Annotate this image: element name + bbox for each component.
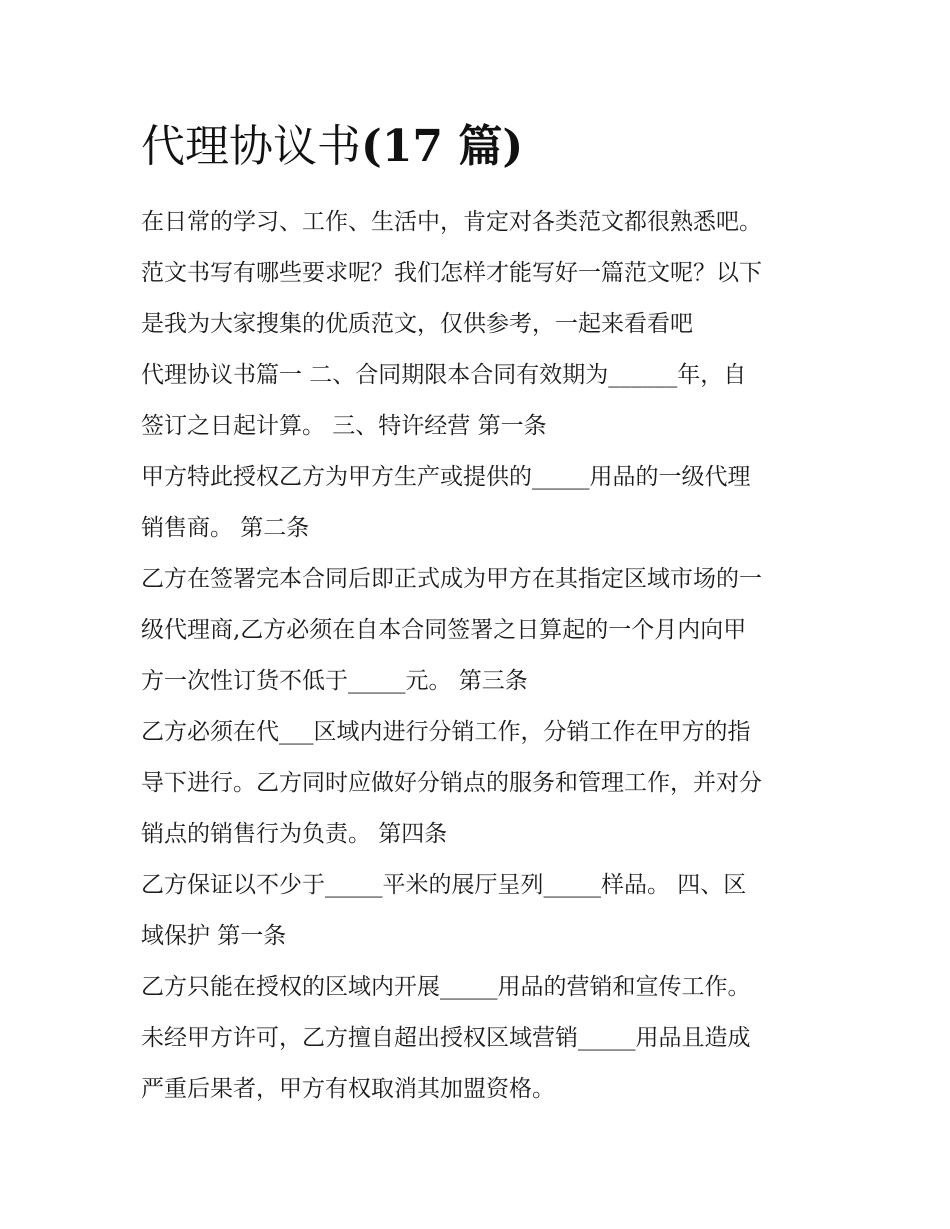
body-line: 签订之日起计算。 三、特许经营 第一条 bbox=[141, 413, 547, 439]
body-line: 乙方保证以不少于_____平米的展厅呈列_____样品。 四、区 bbox=[141, 872, 747, 898]
document-body bbox=[141, 197, 821, 1115]
body-line: 甲方特此授权乙方为甲方生产或提供的_____用品的一级代理 bbox=[141, 464, 751, 490]
document-title bbox=[141, 112, 523, 182]
body-line: 域保护 第一条 bbox=[141, 923, 287, 949]
body-line: 乙方必须在代___区域内进行分销工作，分销工作在甲方的指 bbox=[141, 719, 751, 745]
body-line: 方一次性订货不低于_____元。 第三条 bbox=[141, 668, 528, 694]
body-line: 销售商。 第二条 bbox=[141, 515, 310, 541]
body-line: 销点的销售行为负责。 第四条 bbox=[141, 821, 448, 847]
body-line: 乙方在签署完本合同后即正式成为甲方在其指定区域市场的一 bbox=[141, 566, 762, 592]
body-line: 是我为大家搜集的优质范文，仅供参考，一起来看看吧 bbox=[141, 311, 693, 337]
body-line: 在日常的学习、工作、生活中，肯定对各类范文都很熟悉吧。 bbox=[141, 209, 762, 235]
body-line: 未经甲方许可，乙方擅自超出授权区域营销_____用品且造成 bbox=[141, 1025, 751, 1051]
document-title-text: 代理协议书 bbox=[141, 121, 361, 172]
body-line: 级代理商,乙方必须在自本合同签署之日算起的一个月内向甲 bbox=[141, 617, 747, 643]
document-title-count: (17 篇) bbox=[361, 121, 524, 172]
body-line: 乙方只能在授权的区域内开展_____用品的营销和宣传工作。 bbox=[141, 974, 751, 1000]
body-line: 导下进行。乙方同时应做好分销点的服务和管理工作，并对分 bbox=[141, 770, 762, 796]
body-line: 代理协议书篇一 二、合同期限本合同有效期为______年，自 bbox=[141, 362, 747, 388]
body-line: 范文书写有哪些要求呢？我们怎样才能写好一篇范文呢？以下 bbox=[141, 260, 762, 286]
body-line: 严重后果者，甲方有权取消其加盟资格。 bbox=[141, 1076, 555, 1102]
